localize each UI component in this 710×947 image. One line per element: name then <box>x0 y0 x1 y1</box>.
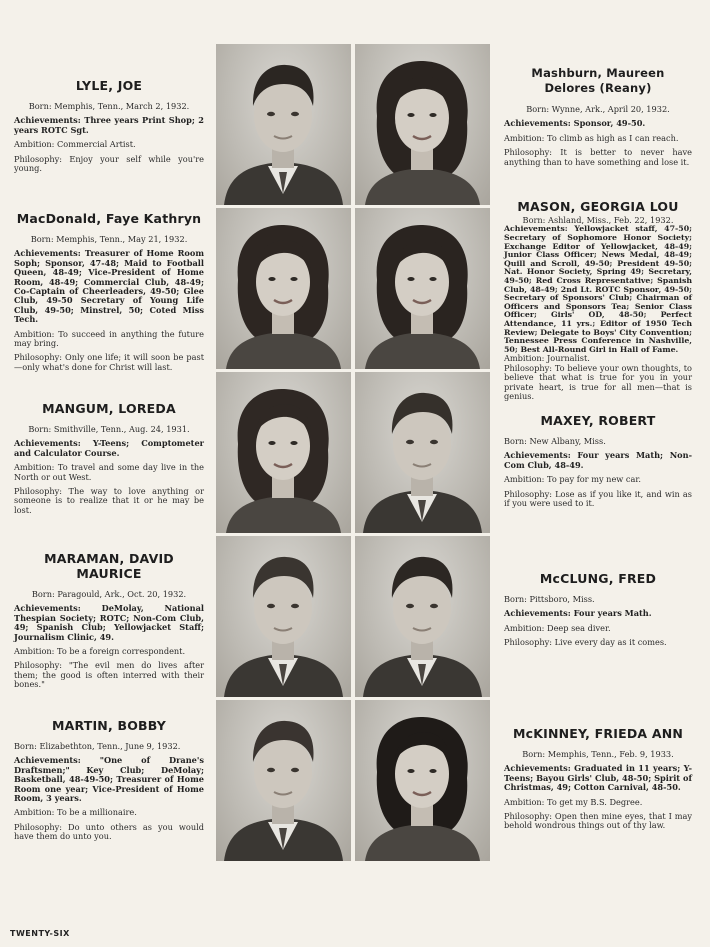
born-line: Born: Memphis, Tenn., May 21, 1932. <box>30 234 188 244</box>
born-line: Born: Ashland, Miss., Feb. 22, 1932. <box>522 215 674 225</box>
ambition-line: Ambition: To get my B.S. Degree. <box>504 796 643 807</box>
achievements-line: Achievements: "One of Drane's Draftsmen;" Key Club; DeMolay; Basketball, 48-49-50; Treasurer of Home Room one year; Vice-President of Home Room, 3 years. <box>14 755 204 804</box>
ambition-line: Ambition: To climb as high as I can reach. <box>504 132 679 143</box>
entry-macdonald <box>14 211 204 377</box>
portrait-photo-maraman <box>216 536 351 697</box>
student-name: McCLUNG, FRED <box>539 571 657 586</box>
ambition-line: Ambition: Commercial Artist. <box>14 139 136 150</box>
entry-martin <box>14 718 204 847</box>
born-line: Born: Memphis, Tenn., Feb. 9, 1933. <box>522 749 674 759</box>
philosophy-line: Philosophy: Open then mine eyes, that I may behold wondrous things out of thy law. <box>504 811 692 831</box>
portrait-photo-mcclung <box>355 536 490 697</box>
student-name: MANGUM, LOREDA <box>42 401 176 416</box>
achievements-line: Achievements: Yellowjacket staff, 47-50; Secretary of Sophomore Honor Society; Exchange Editor of Yellowjacket, 48-49; Junior Class Officer; News Medal, 48-49; Quill and Scroll, 49-50; President 49-50; Nat. Honor Society, Spring 49; Secretary, 49-50; Red Cross Representative; Spanish Club, 48-49; 2nd Lt. ROTC Sponsor, 49-50; Secretary of Sponsors' Club; Chairman of Officers and Sponsors Tea; Senior Class Officer; Girls' OD, 48-50; Perfect Attendance, 11 yrs.; Editor of 1950 Tech Review; Delegate to Boys' City Convention; Tennessee Press Conference in Nashville, 50; Best All-Round Girl in Hall of Fame. <box>504 224 692 354</box>
student-name: MAXEY, ROBERT <box>540 413 656 428</box>
achievements-line: Achievements: Four years Math. <box>504 608 652 619</box>
ambition-line: Ambition: Deep sea diver. <box>504 622 611 633</box>
philosophy-line: Philosophy: To believe your own thoughts, to believe that what is true for you in your private heart, is true for all men—that is genius. <box>504 362 692 401</box>
achievements-line: Achievements: DeMolay, National Thespian Society; ROTC; Non-Com Club, 49; Spanish Club; Yellowjacket Staff; Journalism Clinic, 49. <box>14 603 204 642</box>
student-name: MARAMAN, DAVID MAURICE <box>44 551 174 581</box>
born-line: Born: Pittsboro, Miss. <box>504 594 595 604</box>
achievements-line: Achievements: Treasurer of Home Room Soph; Sponsor, 47-48; Maid to Football Queen, 48-49; Vice-President of Home Room, 48-49; Commercial Club, 48-49; Co-Captain of Cheerleaders, 49-50; Glee Club, 49-50 Secretary of Young Life Club, 49-50; Minstrel, 50; Coted Miss Tech. <box>14 248 204 325</box>
achievements-line: Achievements: Graduated in 11 years; Y-Teens; Bayou Girls' Club, 48-50; Spirit of Christmas, 49; Cotton Carnival, 48-50. <box>504 763 692 793</box>
student-name: Mashburn, Maureen Delores (Reany) <box>531 66 665 95</box>
entry-mashburn <box>504 66 692 172</box>
born-line: Born: Paragould, Ark., Oct. 20, 1932. <box>31 589 187 599</box>
born-line: Born: Smithville, Tenn., Aug. 24, 1931. <box>28 424 190 434</box>
student-name: MASON, GEORGIA LOU <box>517 199 679 214</box>
portrait-photo-mangum <box>216 372 351 533</box>
portrait-photo-maxey <box>355 372 490 533</box>
philosophy-line: Philosophy: Do unto others as you would have them do unto you. <box>14 821 204 842</box>
philosophy-line: Philosophy: The way to love anything or someone is to realize that it or he may be lost. <box>14 486 204 515</box>
born-line: Born: New Albany, Miss. <box>504 436 606 446</box>
student-name: MacDonald, Faye Kathryn <box>16 211 202 226</box>
ambition-line: Ambition: To be a millionaire. <box>14 807 137 818</box>
entry-maxey <box>504 413 692 513</box>
philosophy-line: Philosophy: Enjoy your self while you're young. <box>14 153 204 174</box>
portrait-photo-lyle <box>216 44 351 205</box>
philosophy-line: Philosophy: "The evil men do lives after them; the good is often interred with their bones." <box>14 660 204 690</box>
ambition-line: Ambition: To succeed in anything the future may bring. <box>14 328 204 349</box>
philosophy-line: Philosophy: It is better to never have anything than to have something and lose it. <box>504 147 692 167</box>
ambition-line: Ambition: To be a foreign correspondent. <box>14 646 186 657</box>
born-line: Born: Elizabethton, Tenn., June 9, 1932. <box>14 741 181 751</box>
philosophy-line: Philosophy: Only one life; it will soon be past—only what's done for Christ will last. <box>14 352 204 372</box>
student-name: MARTIN, BOBBY <box>51 718 167 733</box>
portrait-photo-macdonald <box>216 208 351 369</box>
student-name: LYLE, JOE <box>75 78 143 93</box>
achievements-line: Achievements: Y-Teens; Comptometer and Calculator Course. <box>14 438 204 458</box>
student-name: McKINNEY, FRIEDA ANN <box>512 726 684 741</box>
entry-mason <box>504 199 692 401</box>
entry-mcclung <box>504 571 692 653</box>
achievements-line: Achievements: Sponsor, 49-50. <box>504 118 646 129</box>
ambition-line: Ambition: Journalist. <box>504 353 590 364</box>
ambition-line: Ambition: To pay for my new car. <box>504 474 641 485</box>
born-line: Born: Wynne, Ark., April 20, 1932. <box>526 104 670 114</box>
achievements-line: Achievements: Three years Print Shop; 2 years ROTC Sgt. <box>14 115 204 135</box>
page-number: TWENTY-SIX <box>10 929 70 938</box>
born-line: Born: Memphis, Tenn., March 2, 1932. <box>28 101 190 111</box>
entry-mckinney <box>504 726 692 836</box>
portrait-photo-martin <box>216 700 351 861</box>
entry-maraman <box>14 551 204 695</box>
philosophy-line: Philosophy: Live every day as it comes. <box>504 637 667 648</box>
portrait-photo-mason <box>355 208 490 369</box>
portrait-photo-mckinney <box>355 700 490 861</box>
portrait-photo-mashburn <box>355 44 490 205</box>
entry-lyle <box>14 78 204 178</box>
portrait-grid <box>216 44 490 860</box>
entry-mangum <box>14 401 204 520</box>
philosophy-line: Philosophy: Lose as if you like it, and win as if you were used to it. <box>504 488 692 509</box>
achievements-line: Achievements: Four years Math; Non-Com Club, 48-49. <box>504 450 692 470</box>
ambition-line: Ambition: To travel and some day live in the North or out West. <box>14 462 204 482</box>
